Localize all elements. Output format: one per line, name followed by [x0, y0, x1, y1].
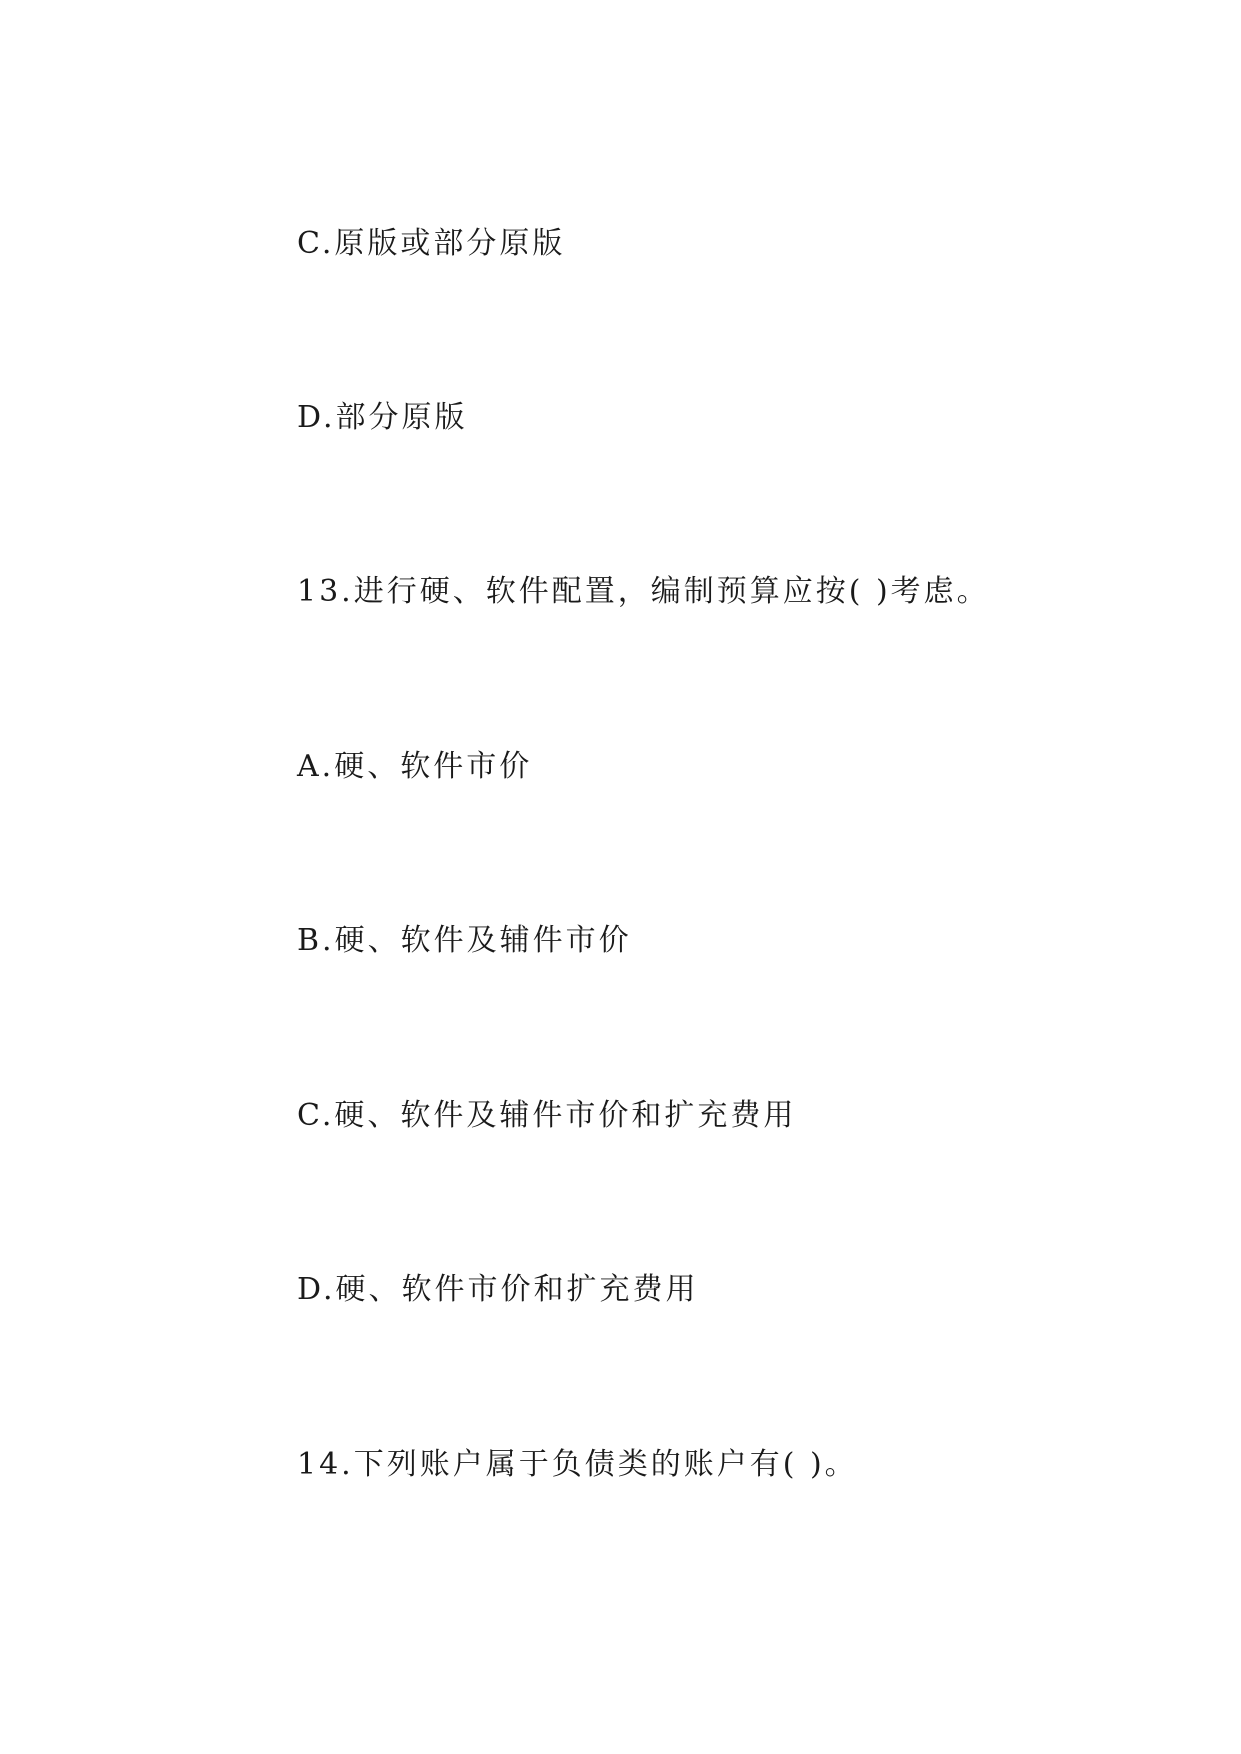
- option-a-q13: A.硬、软件市价: [297, 749, 533, 784]
- question-14: 14.下列账户属于负债类的账户有( )。: [297, 1447, 858, 1482]
- option-d-q13: D.硬、软件市价和扩充费用: [297, 1272, 699, 1307]
- option-c-q13: C.硬、软件及辅件市价和扩充费用: [297, 1098, 797, 1133]
- option-c-q12: C.原版或部分原版: [297, 226, 566, 261]
- question-13: 13.进行硬、软件配置，编制预算应按( )考虑。: [297, 574, 990, 609]
- option-d-q12: D.部分原版: [297, 400, 468, 435]
- option-b-q13: B.硬、软件及辅件市价: [297, 923, 632, 958]
